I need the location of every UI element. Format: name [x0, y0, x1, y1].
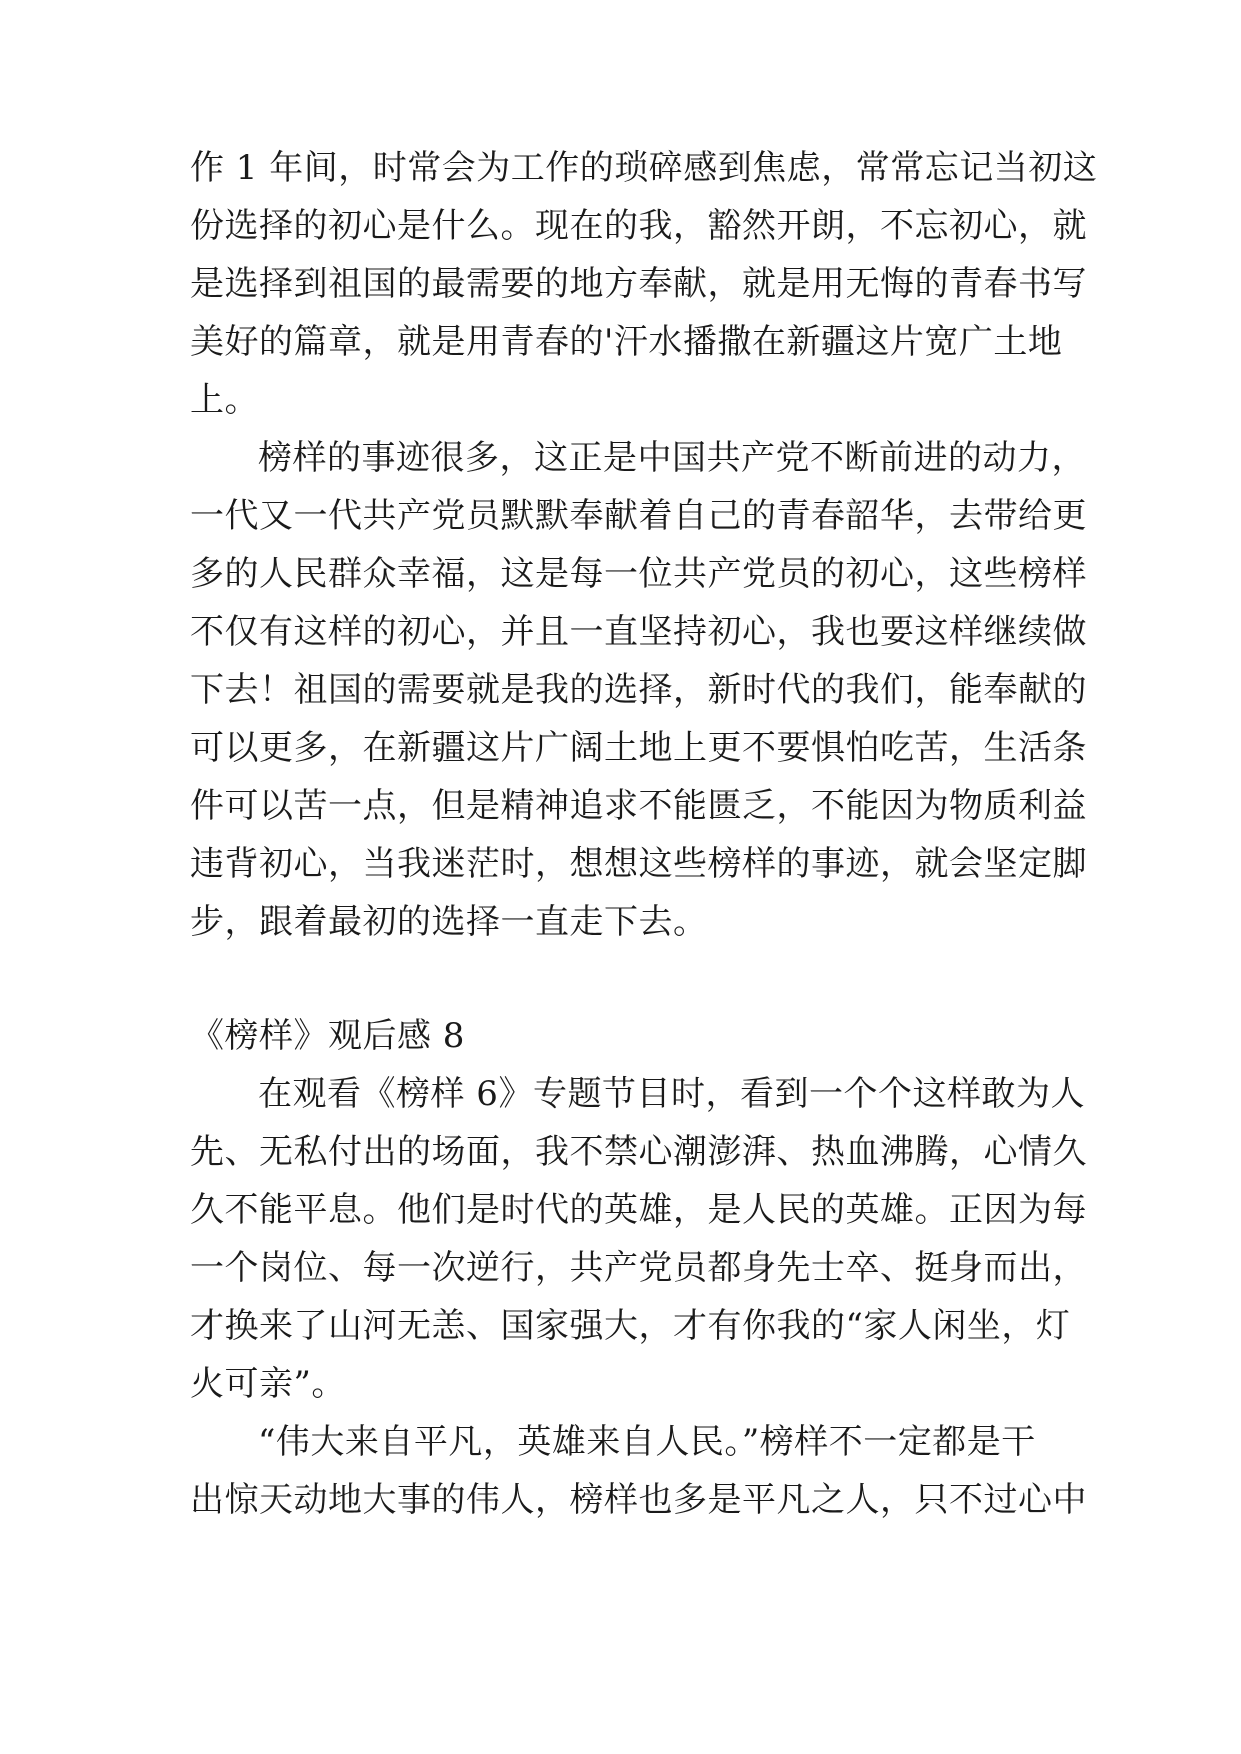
- paragraph-2-line-2: 一代又一代共产党员默默奉献着自己的青春韶华，去带给更: [190, 496, 1087, 536]
- section-title: 《榜样》观后感 8: [190, 1016, 465, 1056]
- paragraph-3-line-6: 火可亲”。: [190, 1364, 346, 1404]
- paragraph-2-line-3: 多的人民群众幸福，这是每一位共产党员的初心，这些榜样: [190, 554, 1087, 594]
- paragraph-1-line-5: 上。: [190, 380, 259, 420]
- paragraph-3-line-1: 在观看《榜样 6》专题节目时，看到一个个这样敢为人: [258, 1074, 1085, 1114]
- paragraph-2-line-1: 榜样的事迹很多，这正是中国共产党不断前进的动力，: [258, 438, 1086, 478]
- paragraph-3-line-5: 才换来了山河无恙、国家强大，才有你我的“家人闲坐，灯: [190, 1306, 1071, 1346]
- paragraph-2-line-6: 可以更多，在新疆这片广阔土地上更不要惧怕吃苦，生活条: [190, 728, 1087, 768]
- paragraph-1-line-2: 份选择的初心是什么。现在的我，豁然开朗，不忘初心，就: [190, 206, 1087, 246]
- paragraph-2-line-8: 违背初心，当我迷茫时，想想这些榜样的事迹，就会坚定脚: [190, 844, 1087, 884]
- paragraph-2-line-4: 不仅有这样的初心，并且一直坚持初心，我也要这样继续做: [190, 612, 1087, 652]
- paragraph-1-line-1: 作 1 年间，时常会为工作的琐碎感到焦虑，常常忘记当初这: [190, 148, 1098, 188]
- paragraph-4-line-1: “伟大来自平凡，英雄来自人民。”榜样不一定都是干: [258, 1422, 1036, 1462]
- paragraph-4-line-2: 出惊天动地大事的伟人，榜样也多是平凡之人，只不过心中: [190, 1480, 1087, 1520]
- paragraph-1-line-4: 美好的篇章，就是用青春的'汗水播撒在新疆这片宽广土地: [190, 322, 1063, 362]
- paragraph-2-line-5: 下去！祖国的需要就是我的选择，新时代的我们，能奉献的: [190, 670, 1087, 710]
- paragraph-3-line-3: 久不能平息。他们是时代的英雄，是人民的英雄。正因为每: [190, 1190, 1087, 1230]
- paragraph-2-line-7: 件可以苦一点，但是精神追求不能匮乏，不能因为物质利益: [190, 786, 1087, 826]
- paragraph-3-line-4: 一个岗位、每一次逆行，共产党员都身先士卒、挺身而出，: [190, 1248, 1087, 1288]
- paragraph-1-line-3: 是选择到祖国的最需要的地方奉献，就是用无悔的青春书写: [190, 264, 1087, 304]
- paragraph-2-line-9: 步，跟着最初的选择一直走下去。: [190, 902, 708, 942]
- paragraph-3-line-2: 先、无私付出的场面，我不禁心潮澎湃、热血沸腾，心情久: [190, 1132, 1087, 1172]
